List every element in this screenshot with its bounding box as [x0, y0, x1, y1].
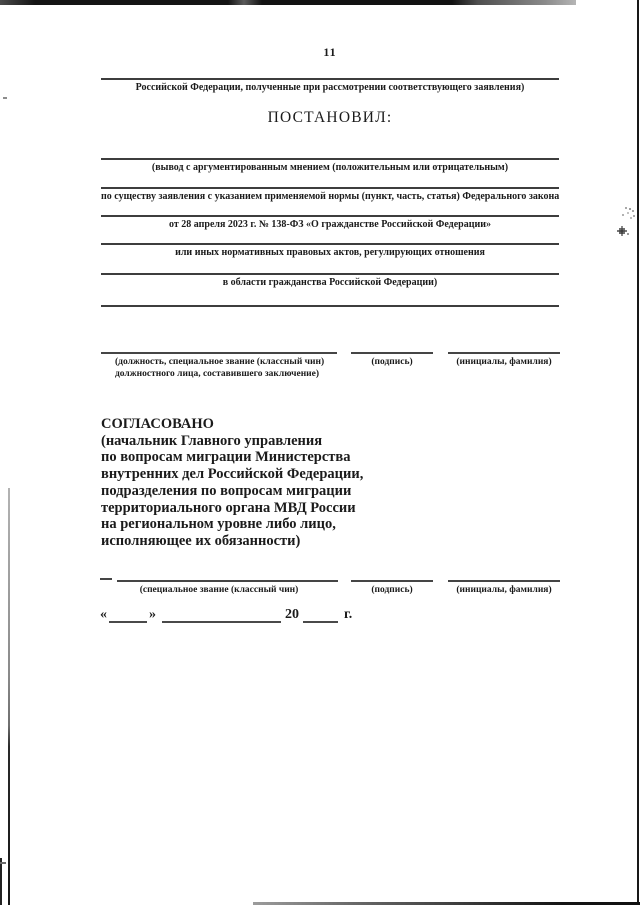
signature1-sign-label: (подпись) [371, 357, 413, 367]
signature2-name-line [448, 580, 560, 582]
approval-line: (начальник Главного управления [101, 432, 323, 449]
scan-top-edge-bar [0, 0, 576, 5]
date-day-blank [109, 609, 147, 623]
signature2-rank-label: (специальное звание (классный чин) [139, 585, 299, 595]
continuation-note: Российской Федерации, полученные при рассмотрении соответствующего заявления) [135, 82, 525, 93]
scan-bottom-left-tick [0, 862, 6, 864]
approval-line: подразделения по вопросам миграции [101, 482, 352, 499]
fill-rule-6 [101, 305, 559, 307]
fill-rule-2 [101, 187, 559, 189]
approval-line: на региональном уровне либо лицо, [101, 516, 336, 533]
signature1-name-line [448, 352, 560, 354]
fill-rule-4 [101, 243, 559, 245]
signature1-name-label: (инициалы, фамилия) [456, 357, 552, 367]
date-year-suffix: г. [344, 607, 353, 622]
approval-line: по вопросам миграции Министерства [101, 449, 351, 466]
scan-bottom-left-mark [0, 858, 2, 905]
signature2-rank-line-fragment [100, 578, 112, 580]
fill-rule-1 [101, 158, 559, 160]
scan-speck-light [620, 205, 622, 207]
fill-rule-3 [101, 215, 559, 217]
scan-speck-dark [615, 226, 617, 228]
date-century-prefix: 20 [285, 607, 299, 622]
conclusion-note-line-4: или иных нормативных правовых актов, регулирующих отношения [175, 247, 485, 258]
approval-title: СОГЛАСОВАНО [101, 416, 214, 432]
conclusion-note-line-1: (вывод с аргументированным мнением (положительным или отрицательным) [151, 162, 509, 173]
date-line [100, 605, 380, 623]
resolution-heading: ПОСТАНОВИЛ: [267, 109, 393, 126]
signature1-position-label [115, 356, 324, 380]
signature2-sign-label: (подпись) [371, 585, 413, 595]
signature2-rank-line [117, 580, 338, 582]
signature2-name-label: (инициалы, фамилия) [456, 585, 552, 595]
date-close-quote: » [149, 607, 156, 622]
signature1-position-label-line1: (должность, специальное звание (классный чин) [115, 357, 325, 367]
signature2-sign-line [351, 580, 433, 582]
conclusion-note-line-5: в области гражданства Российской Федерации) [222, 277, 438, 288]
conclusion-note-line-2: по существу заявления с указанием применяемой нормы (пункт, часть, статья) Федерального закона [101, 191, 560, 202]
signature1-position-label-line2: должностного лица, составившего заключение) [115, 369, 320, 379]
page-number: 11 [323, 45, 337, 59]
scan-left-edge-line [8, 488, 10, 905]
approval-line: внутренних дел Российской Федерации, [101, 466, 364, 483]
date-month-blank [162, 609, 281, 623]
date-open-quote: « [100, 607, 107, 622]
signature1-sign-line [351, 352, 433, 354]
fill-rule-5 [101, 273, 559, 275]
fill-rule-continuation [101, 78, 559, 80]
scan-right-edge-line [637, 0, 639, 905]
signature1-position-line [101, 352, 337, 354]
approval-block [101, 416, 401, 550]
approval-line: исполняющее их обязанности) [101, 532, 301, 549]
scan-left-dash-mark [3, 97, 7, 99]
approval-line: территориального органа МВД России [101, 499, 356, 516]
conclusion-note-line-3: от 28 апреля 2023 г. № 138-ФЗ «О гражданстве Российской Федерации» [168, 219, 492, 230]
date-year-blank [303, 609, 338, 623]
